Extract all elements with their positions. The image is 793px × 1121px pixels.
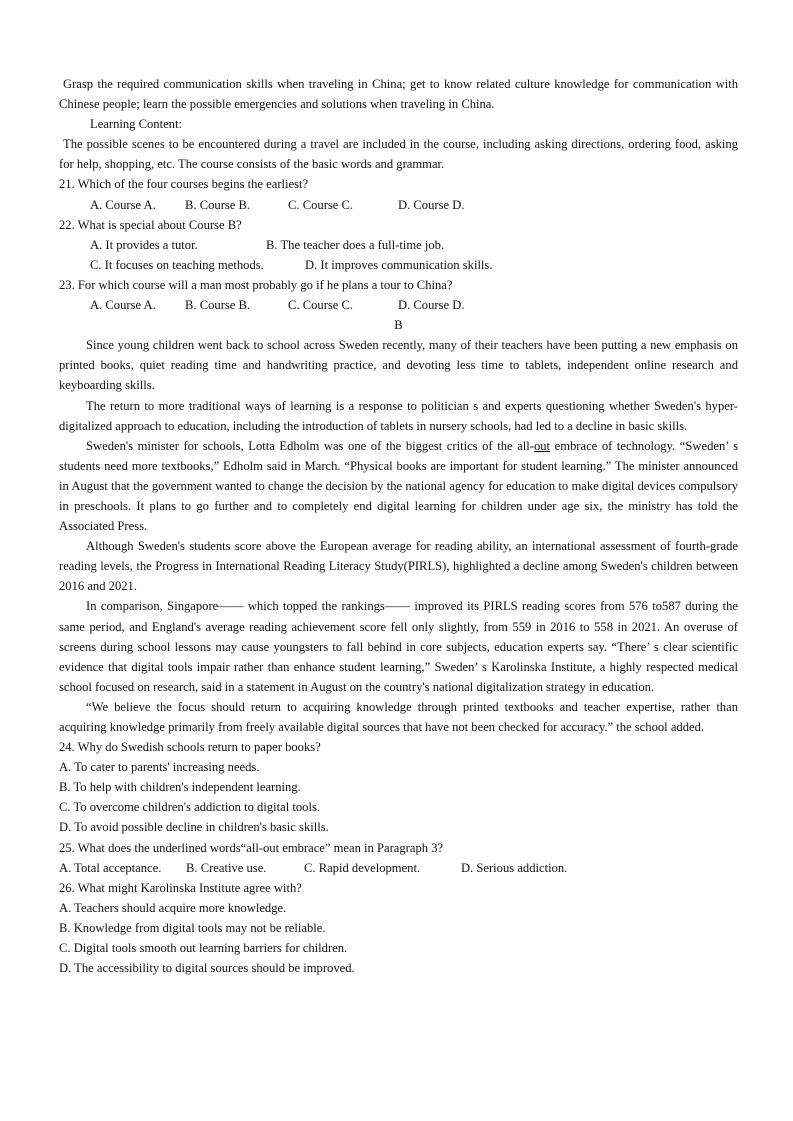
q22-options-row2 [59, 255, 738, 275]
q22-option-a: A. It provides a tutor. [90, 237, 198, 252]
exam-page [59, 74, 738, 978]
q22-option-c: C. It focuses on teaching methods. [90, 257, 264, 272]
q25-option-a: A. Total acceptance. [59, 860, 162, 875]
q21-option-b: B. Course B. [185, 197, 251, 212]
q25-options [59, 858, 738, 878]
p3-text-before: Sweden's minister for schools, Lotta Edholm was one of the biggest critics of the all- [86, 438, 534, 453]
q22-option-d: D. It improves communication skills. [305, 257, 493, 272]
underlined-word: out [533, 438, 551, 453]
q21-option-c: C. Course C. [288, 197, 354, 212]
q22-options-row1 [59, 235, 738, 255]
q23-options [59, 295, 738, 315]
section-heading-b: B [394, 318, 403, 333]
q23-question: 23. For which course will a man most probably go if he plans a tour to China? [59, 277, 453, 292]
q21-options [59, 195, 738, 215]
passage-paragraph-3 [59, 436, 738, 536]
intro-content: The possible scenes to be encountered during a travel are included in the course, including asking directions, ordering food, asking for help, shopping, etc. The course consists of the basic words and grammar. [59, 137, 738, 172]
passage-paragraph-4: Although Sweden's students score above the European average for reading ability, an international assessment of fourth-grade reading levels, the Progress in International Reading Literacy Study(PIRLS), highlighted a decline among Sweden's children between 2016 and 2021. [59, 539, 738, 594]
intro-goal: Grasp the required communication skills when traveling in China; get to know related culture knowledge for communication with Chinese people; learn the possible emergencies and solutions when traveling in China. [59, 77, 738, 112]
q23-option-c: C. Course C. [288, 298, 354, 313]
q21-option-d: D. Course D. [398, 197, 465, 212]
p3-text-after: embrace of technology. “Sweden’ s students need more textbooks,” Edholm said in March. “Physical books are important for student learning.” The minister announced in August that the government wanted to change the decision by the national agency for education to make digital devices compulsory in preschools. It plans to go further and to completely end digital learning for children under age six, the ministry has told the Associated Press. [59, 438, 738, 534]
q22-option-b: B. The teacher does a full-time job. [266, 237, 445, 252]
passage-paragraph-2: The return to more traditional ways of learning is a response to politician s and experts questioning whether Sweden's hyper-digitalized approach to education, including the introduction of tablets in nursery schools, had led to a decline in basic skills. [59, 398, 738, 433]
q26-option-c: C. Digital tools smooth out learning barriers for children. [59, 941, 348, 956]
passage-paragraph-5: In comparison, Singapore—— which topped the rankings—— improved its PIRLS reading scores from 576 to587 during the same period, and England's average reading achievement score fell only slightly, from 559 in 2016 to 558 in 2021. An overuse of screens during school lessons may cause youngsters to fall behind in core subjects, education experts say. “There’ s clear scientific evidence that digital tools impair rather than enhance student learning,” Sweden’ s Karolinska Institute, a highly respected medical school focused on research, said in a statement in August on the country's national digitalization strategy in education. [59, 599, 738, 694]
q23-option-a: A. Course A. [90, 298, 156, 313]
passage-paragraph-1: Since young children went back to school across Sweden recently, many of their teachers have been putting a new emphasis on printed books, quiet reading time and handwriting practice, and devoting less time to tablets, independent online research and keyboarding skills. [59, 338, 738, 393]
q24-option-b: B. To help with children's independent learning. [59, 780, 301, 795]
q25-question: 25. What does the underlined words“all-out embrace” mean in Paragraph 3? [59, 840, 444, 855]
q21-option-a: A. Course A. [90, 197, 156, 212]
q25-option-b: B. Creative use. [186, 860, 267, 875]
q26-option-a: A. Teachers should acquire more knowledge. [59, 900, 287, 915]
content-label: Learning Content: [90, 117, 182, 132]
q26-question: 26. What might Karolinska Institute agree with? [59, 880, 302, 895]
q25-option-d: D. Serious addiction. [461, 860, 568, 875]
q23-option-b: B. Course B. [185, 298, 251, 313]
q24-option-d: D. To avoid possible decline in children's basic skills. [59, 820, 329, 835]
q22-question: 22. What is special about Course B? [59, 217, 242, 232]
q23-option-d: D. Course D. [398, 298, 465, 313]
q24-option-c: C. To overcome children's addiction to digital tools. [59, 800, 321, 815]
q25-option-c: C. Rapid development. [304, 860, 421, 875]
q26-option-d: D. The accessibility to digital sources should be improved. [59, 961, 355, 976]
q24-question: 24. Why do Swedish schools return to paper books? [59, 740, 321, 755]
q26-option-b: B. Knowledge from digital tools may not be reliable. [59, 920, 326, 935]
passage-paragraph-6: “We believe the focus should return to acquiring knowledge through printed textbooks and teacher expertise, rather than acquiring knowledge primarily from freely available digital sources that have not been checked for accuracy.” the school added. [59, 699, 738, 734]
q21-question: 21. Which of the four courses begins the earliest? [59, 177, 309, 192]
q24-option-a: A. To cater to parents' increasing needs. [59, 760, 260, 775]
